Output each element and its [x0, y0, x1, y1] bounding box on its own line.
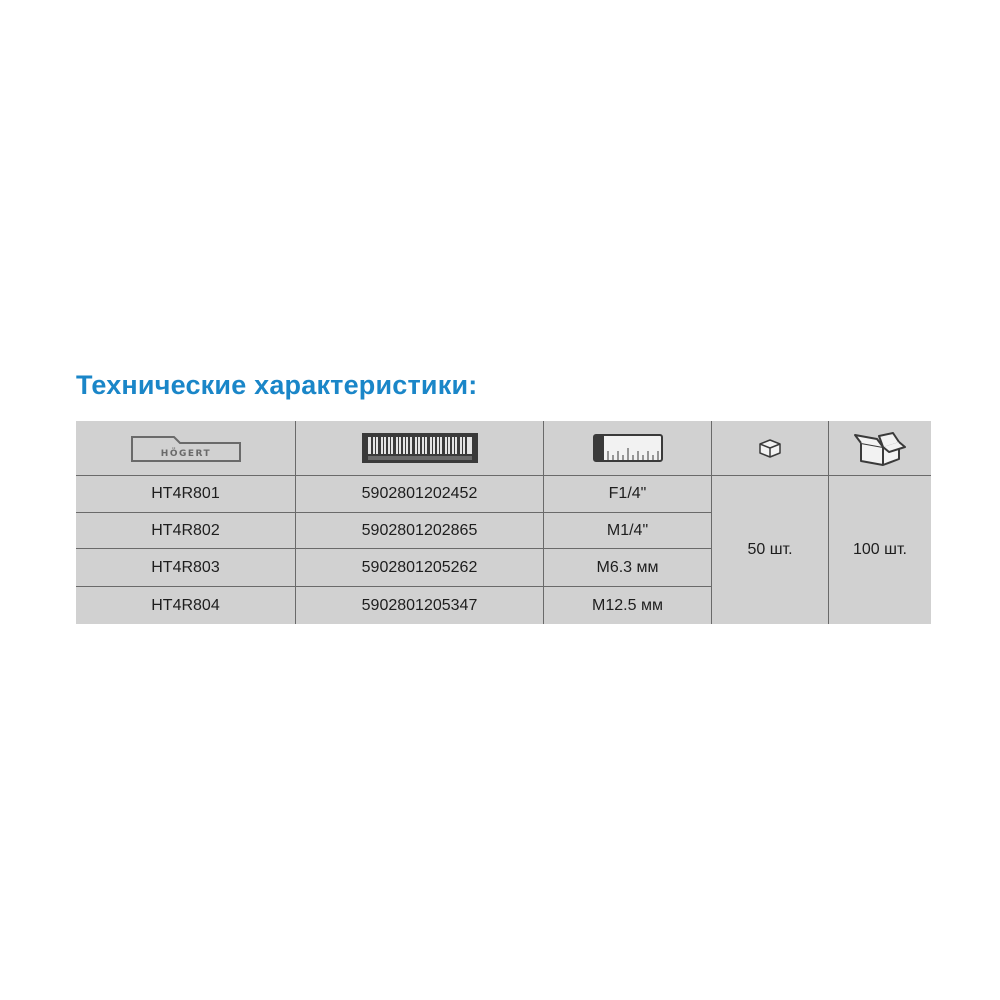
carton-box-icon [853, 429, 907, 467]
header-carton-cell [829, 421, 931, 475]
pack-quantity: 50 шт. [747, 541, 793, 558]
header-barcode-cell [296, 421, 543, 475]
carton-quantity: 100 шт. [853, 541, 907, 558]
header-size-cell [544, 421, 711, 475]
row-4-size: M12.5 мм [592, 596, 663, 614]
header-pack-cell [712, 421, 828, 475]
row-1-ean: 5902801202452 [361, 485, 478, 502]
unit-box-icon [758, 438, 782, 458]
row-3-ean: 5902801205262 [361, 558, 478, 576]
page-title: Технические характеристики: [76, 370, 478, 400]
row-2-code: HT4R802 [151, 521, 220, 539]
ruler-icon [593, 434, 663, 462]
row-2-size: M1/4" [606, 521, 649, 539]
row-2-ean: 5902801202865 [361, 521, 478, 539]
row-1-code: HT4R801 [151, 485, 220, 502]
brand-logo-icon [130, 433, 242, 463]
row-1-size: F1/4" [608, 485, 647, 502]
brand-logo-text: HÖGERT [160, 449, 211, 459]
row-3-size: M6.3 мм [596, 558, 659, 576]
row-3-code: HT4R803 [151, 558, 220, 576]
spec-table [76, 421, 931, 624]
barcode-icon [362, 433, 478, 463]
row-4-ean: 5902801205347 [361, 596, 478, 614]
header-brand-cell [76, 421, 295, 475]
row-4-code: HT4R804 [151, 596, 220, 614]
